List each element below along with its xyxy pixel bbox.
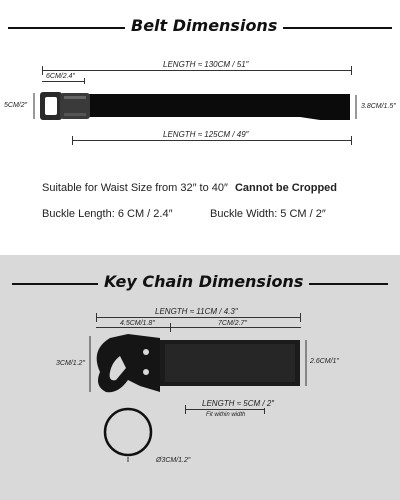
belt-total-length-label: LENGTH ≈ 130CM / 51″	[160, 60, 251, 69]
belt-height-right-label: 3.8CM/1.5″	[361, 103, 396, 110]
cannot-crop-note: Cannot be Cropped	[234, 182, 338, 194]
keychain-height-left-label: 3CM/1.2″	[56, 360, 85, 367]
keychain-hook	[97, 334, 160, 392]
waist-size-range: Suitable for Waist Size from 32″ to 40″	[42, 182, 228, 194]
buckle-length-text: Buckle Length: 6 CM / 2.4″	[42, 208, 173, 220]
buckle-offset-label: 6CM/2.4″	[46, 73, 75, 80]
keychain-width-label: LENGTH ≈ 5CM / 2″	[202, 399, 275, 408]
keychain-width-line	[185, 409, 265, 410]
keychain-segment-left-label: 4.5CM/1.8″	[120, 320, 155, 327]
belt-height-left-label: 5CM/2″	[4, 102, 28, 109]
fit-within-width-note: Fit within width	[206, 412, 246, 418]
belt-strap-length-label: LENGTH ≈ 125CM / 49″	[160, 130, 251, 139]
buckle-width-text: Buckle Width: 5 CM / 2″	[210, 208, 326, 220]
keychain-width-tick-left	[185, 405, 186, 414]
keychain-ring	[105, 409, 151, 455]
keychain-segment-right-label: 7CM/2.7″	[218, 320, 247, 327]
keychain-length-label: LENGTH ≈ 11CM / 4.3″	[152, 307, 241, 316]
ring-diameter-label: Ø3CM/1.2″	[156, 457, 191, 464]
belt-title: Belt Dimensions	[125, 16, 283, 35]
keychain-height-right-label: 2.6CM/1″	[310, 358, 339, 365]
keychain-title: Key Chain Dimensions	[98, 272, 309, 291]
